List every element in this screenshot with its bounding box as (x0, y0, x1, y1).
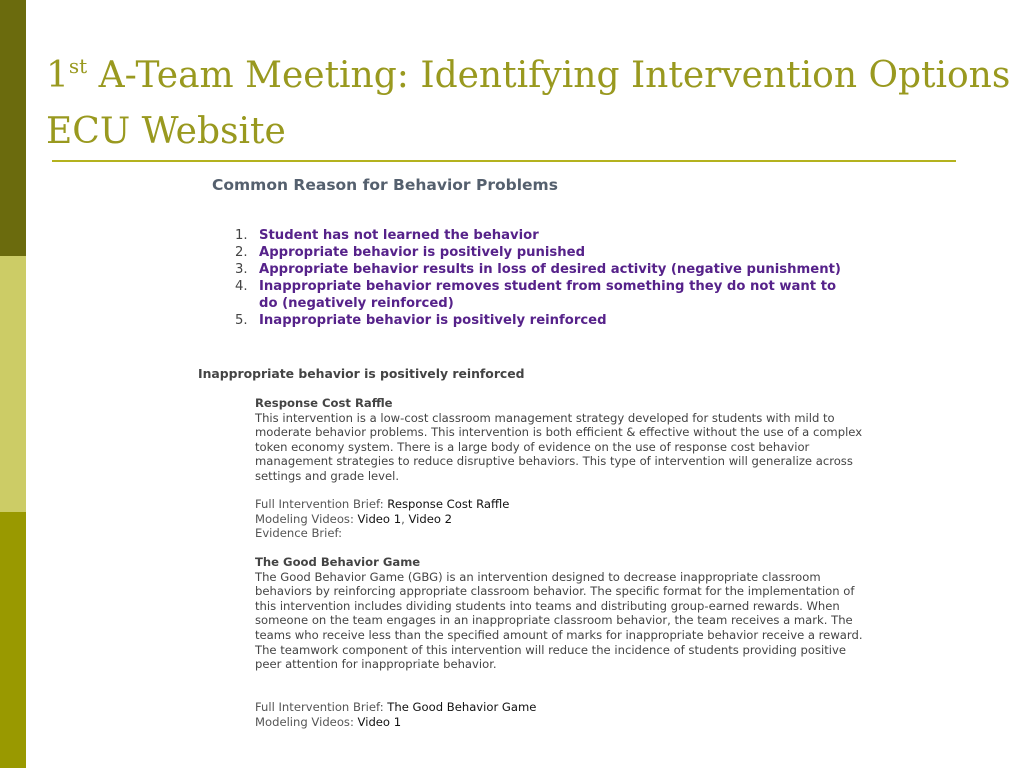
gbg-video1-link[interactable]: Video 1 (357, 715, 402, 729)
reason-item[interactable] (235, 227, 845, 244)
reason-text: Appropriate behavior results in loss of desired activity (negative punishment) (259, 262, 841, 277)
gbg-videos-label: Modeling Videos: (255, 715, 358, 729)
reason-number: 2. (235, 245, 248, 260)
raffle-video-separator: , (401, 512, 409, 526)
reason-text: Inappropriate behavior removes student from something they do not want to do (negatively reinforced) (259, 279, 837, 311)
reason-number: 1. (235, 228, 248, 243)
reason-item[interactable] (235, 261, 845, 278)
raffle-block (255, 396, 865, 484)
raffle-video1-link[interactable]: Video 1 (357, 512, 402, 526)
gbg-brief-link[interactable]: The Good Behavior Game (387, 700, 537, 714)
raffle-title: Response Cost Raffle (255, 396, 393, 410)
raffle-brief-link[interactable]: Response Cost Raffle (387, 497, 510, 511)
gbg-title: The Good Behavior Game (255, 555, 421, 569)
raffle-videos-label: Modeling Videos: (255, 512, 358, 526)
raffle-evidence-label: Evidence Brief: (255, 526, 343, 540)
reason-text: Student has not learned the behavior (259, 228, 539, 243)
gbg-brief-label: Full Intervention Brief: (255, 700, 388, 714)
slide-title-prefix: 1 (46, 55, 69, 96)
section-heading: Inappropriate behavior is positively reinforced (198, 366, 525, 381)
reason-item[interactable] (235, 312, 845, 329)
reason-number: 4. (235, 279, 248, 294)
reasons-list (235, 227, 845, 329)
reasons-heading: Common Reason for Behavior Problems (212, 176, 558, 194)
gbg-brief-row (255, 700, 536, 715)
raffle-description: This intervention is a low-cost classroom management strategy developed for students with mild to moderate behavior problems. This intervention is both efficient & effective without the use of a complex token economy system. There is a large body of evidence on the use of response cost behavior management strategies to reduce disruptive behaviors. This type of intervention will generalize across settings and grade level. (255, 410, 863, 483)
gbg-block (255, 555, 865, 672)
reason-text: Appropriate behavior is positively punished (259, 245, 586, 260)
reason-item[interactable] (235, 244, 845, 261)
gbg-videos-row (255, 715, 401, 730)
raffle-video2-link[interactable]: Video 2 (408, 512, 453, 526)
slide-title-superscript: st (68, 54, 88, 78)
raffle-brief-label: Full Intervention Brief: (255, 497, 388, 511)
raffle-videos-row (255, 512, 452, 527)
reason-item[interactable] (235, 278, 845, 312)
slide-title-rest: A-Team Meeting: Identifying Intervention Options (87, 55, 1011, 96)
reason-text: Inappropriate behavior is positively reinforced (259, 313, 607, 328)
gbg-description: The Good Behavior Game (GBG) is an intervention designed to decrease inappropriate classroom behaviors by reinforcing appropriate classroom behavior. The specific format for the implementation of this intervention includes dividing students into teams and distributing group-earned rewards. When someone on the team engages in an inappropriate classroom behavior, the team receives a mark. The teams who receive less than the specified amount of marks for inappropriate behavior receive a reward. The teamwork component of this intervention will reduce the incidence of students providing positive peer attention for inappropriate behavior. (255, 569, 863, 672)
reason-number: 3. (235, 262, 248, 277)
reason-number: 5. (235, 313, 248, 328)
raffle-brief-row (255, 497, 509, 512)
slide-title-line2: ECU Website (46, 111, 286, 152)
raffle-evidence-row (255, 526, 342, 541)
